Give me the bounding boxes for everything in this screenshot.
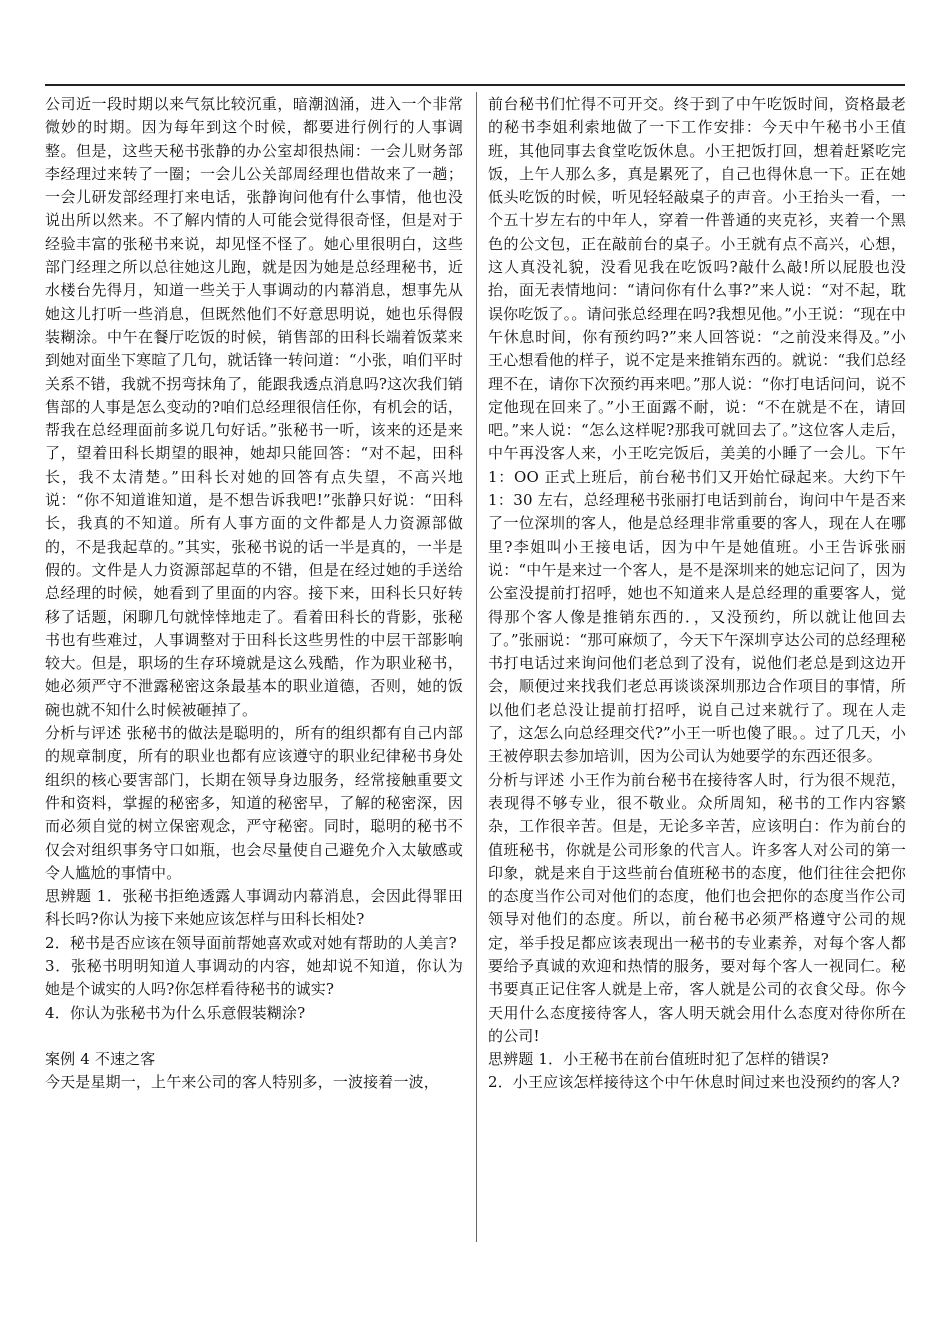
story-paragraph: 公司近一段时期以来气氛比较沉重，暗潮汹涌，进入一个非常微妙的时期。因为每年到这个时候，都要进行例行的人事调整。但是，这些天秘书张静的办公室却很热闹：一会儿财务部李经理过来转了一圈；一会儿公关部周经理也借故来了一趟；一会儿研发部经理打来电话，张静询问他有什么事情，他也没说出所以然来。不了解内情的人可能会觉得很奇怪，但是对于经验丰富的张秘书来说，却见怪不怪了。她心里很明白，这些部门经理之所以总往她这儿跑，就是因为她是总经理秘书，近水楼台先得月，知道一些关于人事调动的内幕消息，想事先从她这儿打听一些消息，但既然他们不好意思明说，她也乐得假装糊涂。中午在餐厅吃饭的时候，销售部的田科长端着饭菜来到她对面坐下寒暄了几句，就话锋一转问道：“小张，咱们平时关系不错，我就不拐弯抹角了，能跟我透点消息吗?这次我们销售部的人事是怎么变动的?咱们总经理很信任你，有机会的话，帮我在总经理面前多说几句好话。”张秘书一听，该来的还是来了，望着田科长期望的眼神，她却只能回答：“对不起，田科长，我不太清楚。”田科长对她的回答有点失望，不高兴地说：“你不知道谁知道，是不想告诉我吧!”张静只好说：“田科长，我真的不知道。所有人事方面的文件都是人力资源部做的，不是我起草的。”其实，张秘书说的话一半是真的，一半是假的。文件是人力资源部起草的不错，但是在经过她的手送给总经理的时候，她看到了里面的内容。接下来，田科长只好转移了话题，闲聊几句就悻悻地走了。看着田科长的背影，张秘书也有些难过，人事调整对于田科长这些男性的中层干部影响较大。但是，职场的生存环境就是这么残酷，作为职业秘书，她必须严守不泄露秘密这条最基本的职业道德，否则，她的饭碗也就不知什么时候被砸掉了。 bbox=[45, 95, 463, 719]
case-opening: 今天是星期一，上午来公司的客人特别多，一波接着一波， bbox=[45, 1073, 439, 1092]
question-item: 2．小王应该怎样接待这个中午休息时间过来也没预约的客人? bbox=[488, 1073, 900, 1092]
story-paragraph: 前台秘书们忙得不可开交。终于到了中午吃饭时间，资格最老的秘书李姐利索地做了一下工作安排：今天中午秘书小王值班，其他同事去食堂吃饭休息。小王把饭打回，想着赶紧吃完饭，上午人那么多，真是累死了，自己也得休息一下。正在她低头吃饭的时候，听见轻轻敲桌子的声音。小王抬头一看，一个五十岁左右的中年人，穿着一件普通的夹克衫，夹着一个黑色的公文包，正在敲前台的桌子。小王就有点不高兴，心想，这人真没礼貌，没看见我在吃饭吗?敲什么敲!所以屁股也没抬，面无表情地问：“请问你有什么事?”来人说：“对不起，耽误你吃饭了。。请问张总经理在吗?我想见他。”小王说：“现在中午休息时间，你有预约吗?”来人回答说：“之前没来得及。”小王心想看他的样子，说不定是来推销东西的。就说：“我们总经理不在，请你下次预约再来吧。”那人说：“你打电话问问，说不定他现在回来了。”小王面露不耐，说：“不在就是不在，请回吧。”来人说：“怎么这样呢?那我可就回去了。”这位客人走后，中午再没客人来，小王吃完饭后，美美的小睡了一会儿。下午 1：OO 正式上班后，前台秘书们又开始忙碌起来。大约下午 1：30 左右，总经理秘书张丽打电话到前台，询问中午是否来了一位深圳的客人，他是总经理非常重要的客人，现在人在哪里?李姐叫小王接电话，因为中午是她值班。小王告诉张丽说：“中午是来过一个客人，是不是深圳来的她忘记问了，因为公室没提前打招呼，她也不知道来人是总经理的重要客人，觉得那个客人像是推销东西的．，又没预约，所以就让他回去了。”张丽说：“那可麻烦了，今天下午深圳亨达公司的总经理秘书打电话过来询问他们老总到了没有，说他们老总是到这边开会，顺便过来找我们老总再谈谈深圳那边合作项目的事情，所以他们老总没让提前打招呼，说自己过来就行了。现在人走了，这怎么向总经理交代?”小王一听也傻了眼。。过了几天，小王被停职去参加培训，因为公司认为她要学的东西还很多。 bbox=[488, 95, 906, 766]
question-item: 2．秘书是否应该在领导面前帮她喜欢或对她有帮助的人美言? bbox=[45, 933, 457, 952]
column-divider bbox=[476, 92, 477, 1242]
case-title: 案例 4 不速之客 bbox=[45, 1050, 156, 1069]
left-column bbox=[45, 93, 463, 1095]
question-item: 思辨题 1．小王秘书在前台值班时犯了怎样的错误? bbox=[488, 1050, 829, 1069]
header-rule bbox=[45, 84, 905, 86]
right-column bbox=[488, 93, 906, 1095]
question-item: 3．张秘书明明知道人事调动的内容，她却说不知道，你认为她是个诚实的人吗?你怎样看待秘书的诚实? bbox=[45, 956, 463, 999]
question-item: 4．你认为张秘书为什么乐意假装糊涂? bbox=[45, 1003, 306, 1022]
blank-line bbox=[45, 1025, 463, 1048]
analysis-paragraph: 分析与评述 小王作为前台秘书在接待客人时，行为很不规范，表现得不够专业，很不敬业。众所周知，秘书的工作内容繁杂，工作很辛苦。但是，无论多辛苦，应该明白：作为前台的值班秘书，你就是公司形象的代言人。许多客人对公司的第一印象，就是来自于这些前台值班秘书的态度，他们往往会把你的态度当作公司对他们的态度，他们也会把你的态度当作公司领导对他们的态度。所以，前台秘书必须严格遵守公司的规定，举手投足都应该表现出一秘书的专业素养，对每个客人都要给予真诚的欢迎和热情的服务，要对每个客人一视同仁。秘书要真正记住客人就是上帝，客人就是公司的衣食父母。你今天用什么态度接待客人，客人明天就会用什么态度对待你所在的公司! bbox=[488, 770, 906, 1045]
analysis-paragraph: 分析与评述 张秘书的做法是聪明的，所有的组织都有自己内部的规章制度，所有的职业也都有应该遵守的职业纪律秘书身处组织的核心要害部门，长期在领导身边服务，经常接触重要文件和资料，掌握的秘密多，知道的秘密早，了解的秘密深，因而必须自觉的树立保密观念，严守秘密。同时，聪明的秘书不仅会对组织事务守口如瓶，也会尽量使自己避免介入太敏感或令人尴尬的事情中。 bbox=[45, 724, 463, 882]
question-item: 思辨题 1．张秘书拒绝透露人事调动内幕消息，会因此得罪田科长吗?你认为接下来她应该怎样与田科长相处? bbox=[45, 887, 463, 929]
